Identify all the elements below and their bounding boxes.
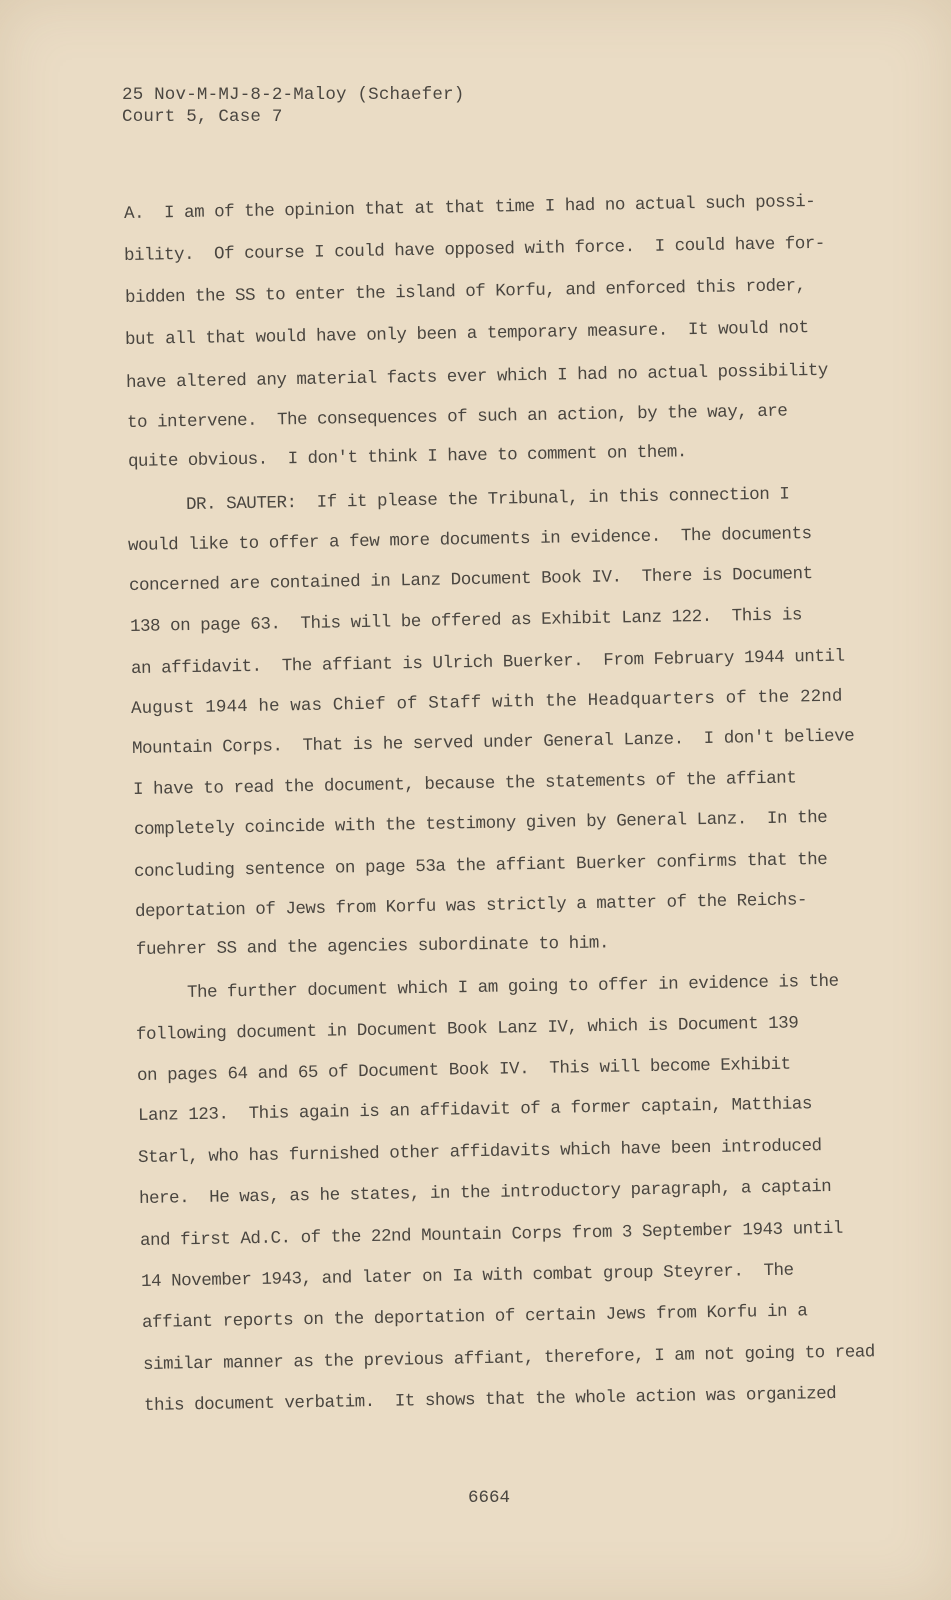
body-line: A. I am of the opinion that at that time I had no actual such possi-	[123, 191, 816, 224]
body-line: concluding sentence on page 53a the affiant Buerker confirms that the	[133, 849, 828, 882]
body-line: Mountain Corps. That is he served under General Lanze. I don't believe	[131, 726, 855, 759]
body-line: Starl, who has furnished other affidavits which have been introduced	[137, 1136, 822, 1168]
body-line: and first Ad.C. of the 22nd Mountain Corps from 3 September 1943 until	[139, 1218, 844, 1251]
body-line: deportation of Jews from Korfu was strictly a matter of the Reichs-	[134, 890, 808, 922]
document-header	[122, 84, 464, 128]
body-line: this document verbatim. It shows that the whole action was organized	[143, 1383, 837, 1416]
body-line: on pages 64 and 65 of Document Book IV. This will become Exhibit	[136, 1054, 791, 1086]
body-line: August 1944 he was Chief of Staff with the Headquarters of the 22nd	[130, 686, 843, 719]
body-line: an affidavit. The affiant is Ulrich Buerker. From February 1944 until	[130, 646, 845, 679]
body-line: quite obvious. I don't think I have to comment on them.	[127, 442, 687, 472]
body-line: DR. SAUTER: If it please the Tribunal, in this connection I	[185, 484, 790, 515]
body-line: The further document which I am going to offer in evidence is the	[186, 971, 839, 1003]
body-line: fuehrer SS and the agencies subordinate to him.	[135, 933, 610, 960]
body-line: have altered any material facts ever which I had no actual possibility	[125, 360, 829, 393]
body-line: to intervene. The consequences of such an action, by the way, are	[126, 401, 788, 433]
body-line: here. He was, as he states, in the introductory paragraph, a captain	[138, 1176, 832, 1209]
body-line: completely coincide with the testimony given by General Lanz. In the	[133, 807, 828, 840]
body-line: similar manner as the previous affiant, therefore, I am not going to read	[142, 1342, 876, 1375]
body-line: 14 November 1943, and later on Ia with combat group Steyrer. The	[140, 1260, 794, 1292]
body-line: but all that would have only been a temporary measure. It would not	[124, 318, 809, 350]
header-line-2: Court 5, Case 7	[122, 107, 283, 127]
body-line: affiant reports on the deportation of certain Jews from Korfu in a	[141, 1301, 808, 1333]
body-line: following document in Document Book Lanz IV, which is Document 139	[135, 1013, 799, 1045]
header-line-1: 25 Nov-M-MJ-8-2-Maloy (Schaefer)	[122, 85, 465, 105]
page-number: 6664	[468, 1488, 511, 1508]
body-line: would like to offer a few more documents in evidence. The documents	[127, 524, 812, 556]
body-line: bidden the SS to enter the island of Korfu, and enforced this roder,	[124, 276, 806, 308]
body-line: Lanz 123. This again is an affidavit of a former captain, Matthias	[137, 1094, 813, 1126]
body-line: I have to read the document, because the statements of the affiant	[132, 768, 797, 800]
body-line: 138 on page 63. This will be offered as Exhibit Lanz 122. This is	[129, 605, 803, 637]
body-line: concerned are contained in Lanz Document Book IV. There is Document	[128, 564, 813, 596]
body-line: bility. Of course I could have opposed with force. I could have for-	[123, 233, 826, 266]
